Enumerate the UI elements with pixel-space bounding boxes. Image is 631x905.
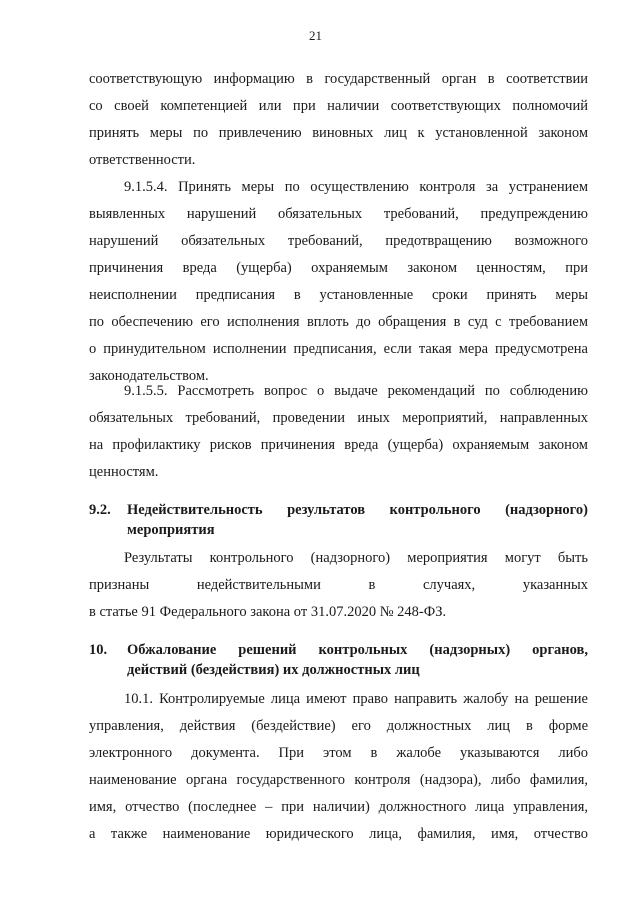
text-line: принять меры по привлечению виновных лиц к установленной законом	[89, 125, 588, 141]
page-number: 21	[309, 28, 322, 43]
text-line: ценностям.	[89, 464, 159, 480]
text-line: признаны недействительными в случаях, указанных	[89, 577, 588, 593]
text-line: выявленных нарушений обязательных требований, предупреждению	[89, 206, 588, 222]
text-line: 10.1. Контролируемые лица имеют право направить жалобу на решение	[124, 691, 588, 707]
text-line: управления, действия (бездействие) его должностных лиц в форме	[89, 718, 588, 734]
text-line: наименование органа государственного контроля (надзора), либо фамилия,	[89, 772, 588, 788]
text-line: неисполнении предписания в установленные сроки принять меры	[89, 287, 588, 303]
text-line: ответственности.	[89, 152, 196, 168]
heading-title: Обжалование решений контрольных (надзорных) органов,	[127, 642, 588, 658]
text-line: со своей компетенцией или при наличии соответствующих полномочий	[89, 98, 588, 114]
text-line: имя, отчество (последнее – при наличии) должностного лица управления,	[89, 799, 588, 815]
text-line: 9.1.5.4. Принять меры по осуществлению контроля за устранением	[124, 179, 588, 195]
paragraph-9-1-5-5	[89, 378, 588, 486]
heading-number: 9.2.	[89, 502, 111, 518]
paragraph-10-1	[89, 686, 588, 848]
text-line: о принудительном исполнении предписания, если такая мера предусмотрена	[89, 341, 588, 357]
text-line: обязательных требований, проведении иных мероприятий, направленных	[89, 410, 588, 426]
text-line: соответствующую информацию в государственный орган в соответствии	[89, 71, 588, 87]
heading-number: 10.	[89, 642, 108, 658]
heading-title-continued: мероприятия	[127, 522, 215, 538]
text-line: на профилактику рисков причинения вреда (ущерба) охраняемым законом	[89, 437, 588, 453]
text-line: в статье 91 Федерального закона от 31.07.2020 № 248-ФЗ.	[89, 604, 447, 620]
section-heading-10	[89, 640, 588, 680]
text-line: нарушений обязательных требований, предотвращению возможного	[89, 233, 588, 249]
text-line: 9.1.5.5. Рассмотреть вопрос о выдаче рекомендаций по соблюдению	[124, 383, 588, 399]
text-line: электронного документа. При этом в жалобе указываются либо	[89, 745, 588, 761]
text-line: по обеспечению его исполнения вплоть до обращения в суд с требованием	[89, 314, 588, 330]
text-line: причинения вреда (ущерба) охраняемым законом ценностям, при	[89, 260, 588, 276]
section-heading-9-2	[89, 500, 588, 540]
text-line: Результаты контрольного (надзорного) мероприятия могут быть	[124, 550, 588, 566]
text-line: а также наименование юридического лица, фамилия, имя, отчество	[89, 826, 588, 842]
paragraph-continuation	[89, 66, 588, 174]
paragraph-9-2-body	[89, 545, 588, 626]
paragraph-9-1-5-4	[89, 174, 588, 390]
heading-title: Недействительность результатов контрольного (надзорного)	[127, 502, 588, 518]
heading-title-continued: действий (бездействия) их должностных лиц	[127, 662, 420, 678]
text-line: законодательством.	[89, 368, 209, 384]
